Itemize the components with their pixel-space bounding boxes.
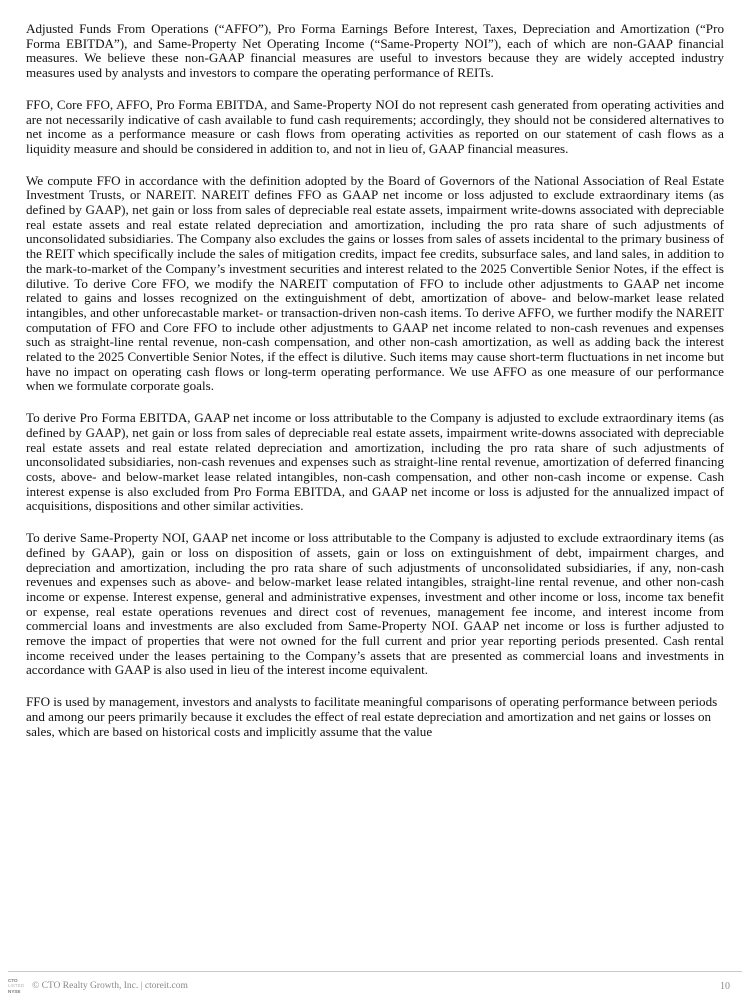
paragraph-pro-forma-ebitda: To derive Pro Forma EBITDA, GAAP net income or loss attributable to the Company is adjusted to exclude extraordinary items (as defined by GAAP), net gain or loss from sales of depreciable real estate assets, impairment write-downs associated with depreciable real estate assets and real estate related depreciation and amortization, including the pro rata share of such adjustments of unconsolidated subsidiaries, non-cash revenues and expenses such as straight-line rental revenue, amortization of deferred financing costs, above- and below-market lease related intangibles, non-cash compensation, and other non-cash income or expense. Cash interest expense is also excluded from Pro Forma EBITDA, and GAAP net income or loss is adjusted for the annualized impact of acquisitions, dispositions and other similar activities. (26, 410, 724, 514)
logo-line-nyse: NYSE (8, 988, 21, 994)
logo-line-cto: CTO (8, 978, 18, 984)
nyse-listed-logo (8, 978, 28, 994)
paragraph-same-property-noi: To derive Same-Property NOI, GAAP net income or loss attributable to the Company is adjusted to exclude extraordinary items (as defined by GAAP), gain or loss on disposition of assets, gain or loss on extinguishment of debt, impairment charges, and depreciation and amortization, including the pro rata share of such adjustments of unconsolidated subsidiaries, if any, non-cash revenues and expenses such as above- and below-market lease related intangibles, straight-line rental revenue, and other non-cash income or expense. Interest expense, general and administrative expenses, investment and other income or loss, income tax benefit or expense, real estate operations revenues and direct cost of revenues, management fee income, and interest income from commercial loans and investments are also excluded from Same-Property NOI. GAAP net income or loss is further adjusted to remove the impact of properties that were not owned for the full current and prior year reporting periods presented. Cash rental income received under the leases pertaining to the Company’s assets that are presented as commercial loans and investments in accordance with GAAP is also used in lieu of the interest income equivalent. (26, 530, 724, 678)
footer-copyright: © CTO Realty Growth, Inc. | ctoreit.com (32, 981, 188, 991)
logo-line-listed: LISTED (8, 983, 25, 989)
footer-divider (8, 971, 742, 972)
paragraph-non-gaap-measures: Adjusted Funds From Operations (“AFFO”), Pro Forma Earnings Before Interest, Taxes, Depreciation and Amortization (“Pro Forma EBITDA”), and Same-Property Net Operating Income (“Same-Property NOI”), each of which are non-GAAP financial measures. We believe these non-GAAP financial measures are useful to investors because they are widely accepted industry measures used by analysts and investors to compare the operating performance of REITs. (26, 21, 724, 81)
paragraph-ffo-definition: We compute FFO in accordance with the definition adopted by the Board of Governors of the National Association of Real Estate Investment Trusts, or NAREIT. NAREIT defines FFO as GAAP net income or loss adjusted to exclude extraordinary items (as defined by GAAP), net gain or loss from sales of depreciable real estate assets, impairment write-downs associated with depreciable real estate assets and real estate related depreciation and amortization, including the pro rata share of such adjustments of unconsolidated subsidiaries. The Company also excludes the gains or losses from sales of assets incidental to the primary business of the REIT which specifically include the sales of mitigation credits, impact fee credits, subsurface sales, and land sales, in addition to the mark-to-market of the Company’s investment securities and interest related to the 2025 Convertible Senior Notes, if the effect is dilutive. To derive Core FFO, we modify the NAREIT computation of FFO to include other adjustments to GAAP net income related to gains and losses recognized on the extinguishment of debt, amortization of above- and below-market lease related intangibles, and other unforecastable market- or transaction-driven non-cash items. To derive AFFO, we further modify the NAREIT computation of FFO and Core FFO to include other adjustments to GAAP net income related to non-cash revenues and expenses such as straight-line rental revenue, non-cash compensation, and other non-cash amortization, as well as adding back the interest related to the 2025 Convertible Senior Notes, if the effect is dilutive. Such items may cause short-term fluctuations in net income but have no impact on operating cash flows or long-term operating performance. We use AFFO as one measure of our performance when we formulate corporate goals. (26, 172, 724, 394)
paragraph-ffo-usage: FFO is used by management, investors and analysts to facilitate meaningful comparisons of operating performance between periods and among our peers primarily because it excludes the effect of real estate depreciation and amortization and net gains or losses on sales, which are based on historical costs and implicitly assume that the value (26, 694, 718, 739)
page-footer (8, 975, 730, 997)
document-body (26, 22, 724, 739)
paragraph-not-cash-generated: FFO, Core FFO, AFFO, Pro Forma EBITDA, and Same-Property NOI do not represent cash generated from operating activities and are not necessarily indicative of cash available to fund cash requirements; accordingly, they should not be considered alternatives to net income as a performance measure or cash flows from operating activities as reported on our statement of cash flows as a liquidity measure and should be considered in addition to, and not in lieu of, GAAP financial measures. (26, 96, 724, 156)
page-number: 10 (720, 980, 730, 992)
